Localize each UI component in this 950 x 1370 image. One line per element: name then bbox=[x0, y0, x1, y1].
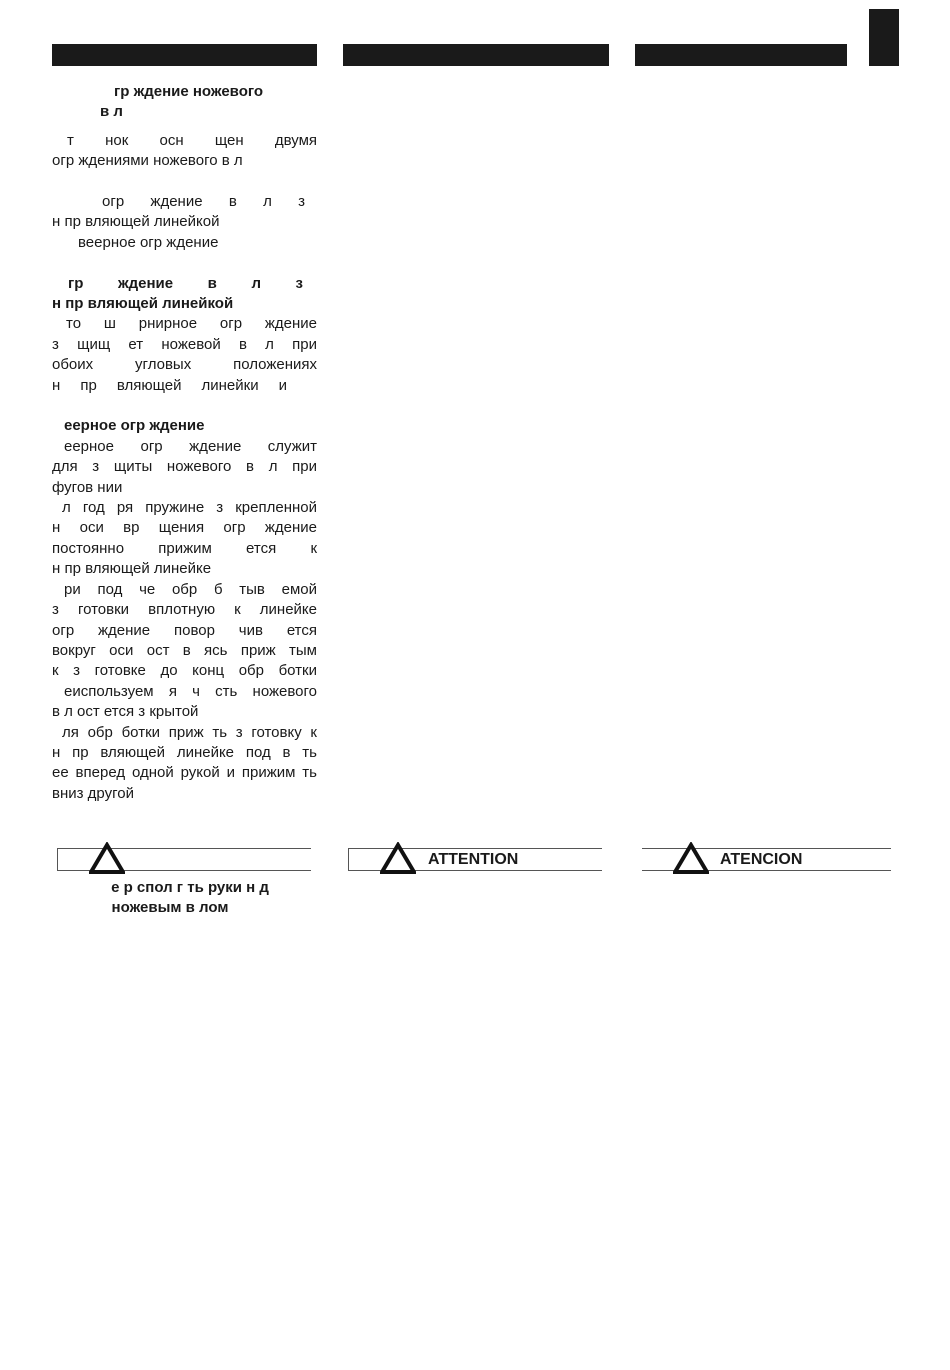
paragraph-line: т нок осн щен двумя bbox=[67, 131, 317, 149]
paragraph-line: еерное огр ждение служит bbox=[64, 437, 317, 455]
paragraph-line: то ш рнирное огр ждение bbox=[66, 315, 317, 333]
paragraph-line: з готовки вплотную к линейке bbox=[52, 601, 317, 619]
paragraph-line: л год ря пружине з крепленной bbox=[62, 499, 317, 517]
paragraph-line: ее вперед одной рукой и прижим ть bbox=[52, 764, 317, 782]
warning-triangle-icon bbox=[380, 842, 416, 874]
warning-label-fr: ATTENTION bbox=[428, 851, 519, 868]
paragraph-line: еиспользуем я ч сть ножевого bbox=[64, 682, 317, 700]
paragraph-line: н пр вляющей линейке bbox=[52, 560, 212, 578]
paragraph-line: обоих угловых положениях bbox=[52, 356, 317, 374]
paragraph-line: н пр вляющей линейке под в ть bbox=[52, 743, 317, 761]
paragraph-line: к з готовке до конц обр ботки bbox=[52, 662, 317, 680]
warning-box-fr bbox=[348, 842, 602, 890]
paragraph-line: ри под че обр б тыв емой bbox=[64, 580, 317, 598]
paragraph-line: огр ждениями ножевого в л bbox=[52, 152, 243, 170]
paragraph-line: н оси вр щения огр ждение bbox=[52, 519, 317, 537]
warning-label-es: ATENCION bbox=[720, 851, 803, 868]
warning-text-ru: е р спол г ть руки н д ножевым в лом bbox=[111, 879, 269, 917]
paragraph-line: н пр вляющей линейкой bbox=[52, 213, 220, 231]
paragraph-line: н пр вляющей линейки и bbox=[52, 376, 287, 394]
language-index-tab bbox=[869, 9, 899, 66]
subsection-heading: еерное огр ждение bbox=[64, 417, 205, 435]
paragraph-line: з щищ ет ножевой в л при bbox=[52, 335, 317, 353]
paragraph-line: для з щиты ножевого в л при bbox=[52, 458, 317, 476]
paragraph-line: вниз другой bbox=[52, 784, 134, 802]
header-bar-fr bbox=[343, 44, 609, 66]
section-heading: в л bbox=[100, 103, 123, 121]
paragraph-line: веерное огр ждение bbox=[78, 233, 219, 251]
section-heading: гр ждение ножевого bbox=[114, 83, 264, 100]
paragraph-line: ля обр ботки приж ть з готовку к bbox=[62, 723, 317, 741]
warning-triangle-icon bbox=[673, 842, 709, 874]
paragraph-line: огр ждение в л з bbox=[102, 193, 305, 211]
paragraph-line: в л ост ется з крытой bbox=[52, 703, 199, 721]
paragraph-line: постоянно прижим ется к bbox=[52, 539, 317, 557]
paragraph-line: фугов нии bbox=[52, 478, 123, 496]
warning-box-es bbox=[642, 842, 891, 890]
paragraph-line: вокруг оси ост в ясь приж тым bbox=[52, 641, 317, 659]
column-ru bbox=[52, 82, 317, 804]
header-bar-ru bbox=[52, 44, 317, 66]
paragraph-line: огр ждение повор чив ется bbox=[52, 621, 317, 639]
header-bar-es bbox=[635, 44, 847, 66]
subsection-heading: гр ждение в л з bbox=[68, 274, 303, 292]
warning-triangle-icon bbox=[89, 842, 125, 874]
subsection-heading: н пр вляющей линейкой bbox=[52, 295, 234, 313]
